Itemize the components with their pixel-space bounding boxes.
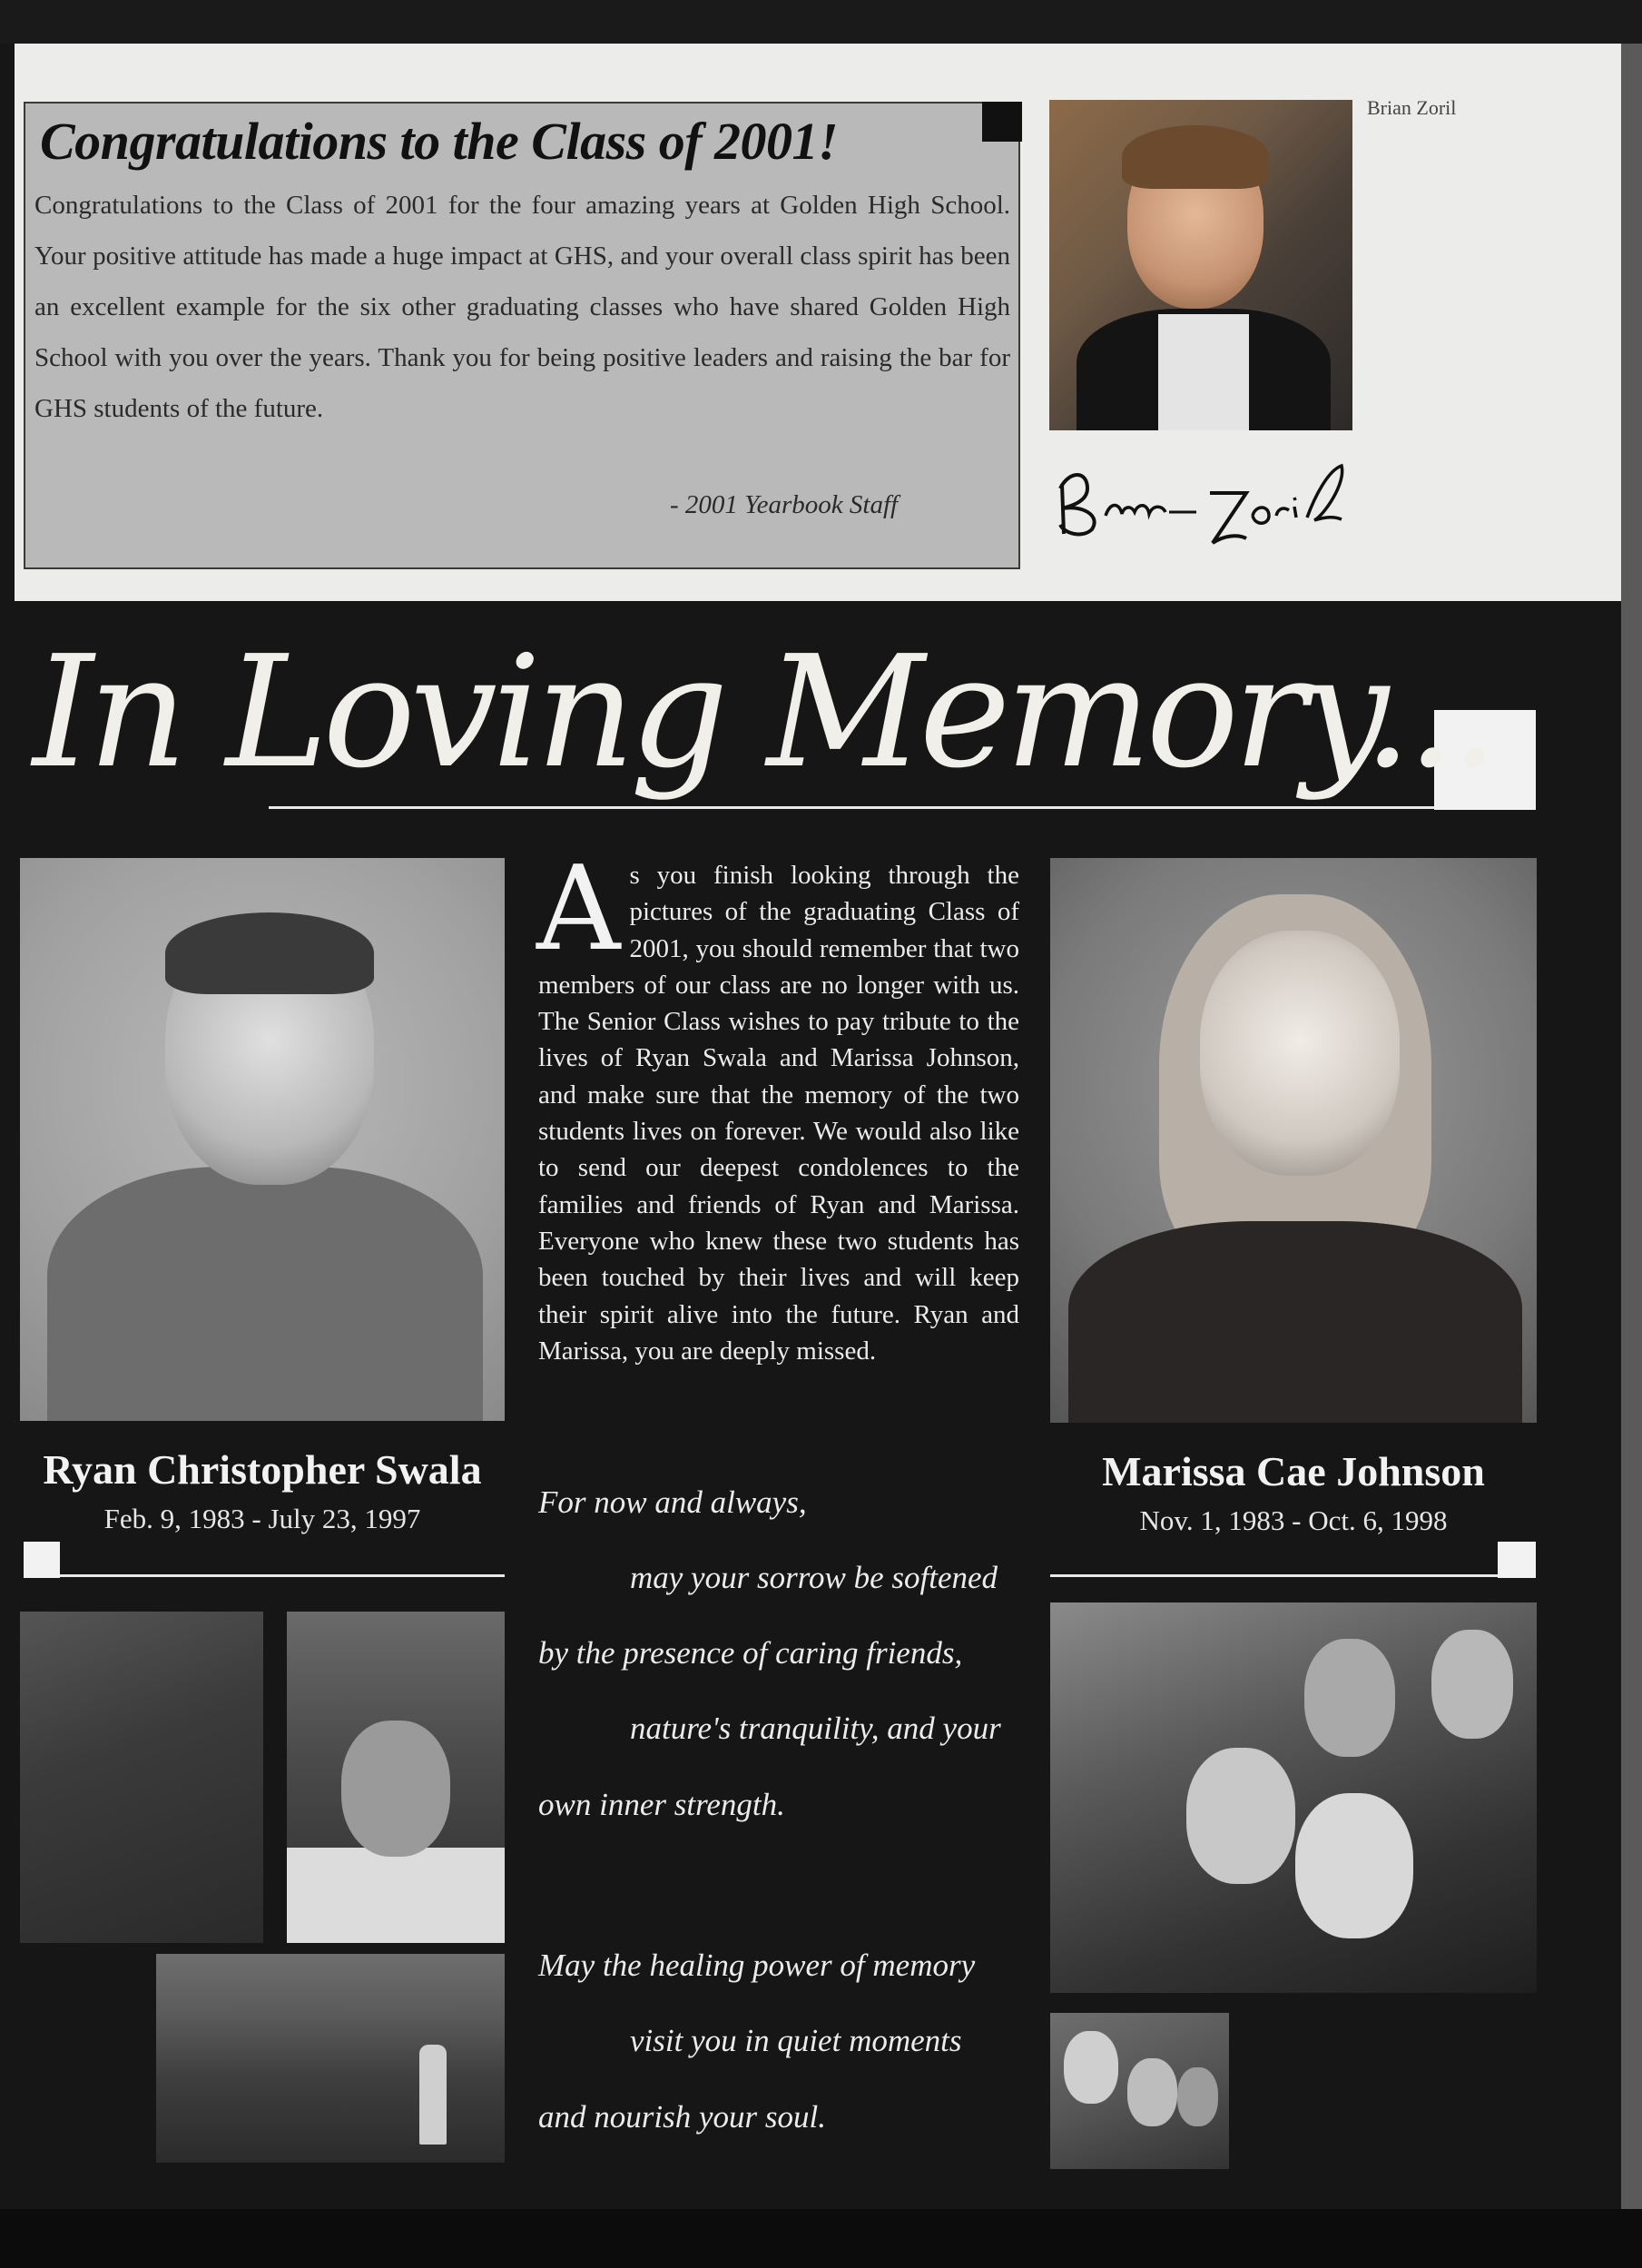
- poem-line: For now and always,: [538, 1484, 807, 1520]
- photo-face: [1295, 1793, 1413, 1938]
- square-decoration: [24, 1542, 60, 1578]
- photo-face: [1186, 1748, 1295, 1884]
- brian-zoril-photo: [1049, 100, 1352, 430]
- marissa-dates: Nov. 1, 1983 - Oct. 6, 1998: [1139, 1504, 1448, 1536]
- marissa-name: Marissa Cae Johnson: [1102, 1448, 1485, 1494]
- cemetery-photo: [156, 1954, 505, 2163]
- photo-face: [1177, 2067, 1218, 2126]
- portrait-hair: [165, 912, 374, 994]
- square-decoration: [1498, 1542, 1536, 1578]
- scan-bottom-margin: [0, 2209, 1642, 2268]
- page-binding-edge: [1621, 44, 1642, 2209]
- brian-zoril-caption: Brian Zoril: [1367, 96, 1457, 119]
- portrait-shirt: [47, 1167, 483, 1421]
- portrait-face: [1200, 931, 1400, 1176]
- photo-face: [1304, 1639, 1395, 1757]
- poem-line: by the presence of caring friends,: [538, 1635, 963, 1671]
- marissa-group-photo: [1050, 1602, 1537, 1993]
- photo-hair: [1122, 125, 1269, 189]
- poem-line: visit you in quiet moments: [630, 2023, 962, 2058]
- divider-rule: [60, 1574, 505, 1577]
- photo-face: [1064, 2031, 1118, 2104]
- title-underline: [526, 806, 1434, 809]
- ryan-dates: Feb. 9, 1983 - July 23, 1997: [103, 1503, 421, 1534]
- portrait-shirt: [1068, 1221, 1522, 1423]
- poem-line: may your sorrow be softened: [630, 1560, 998, 1595]
- poem-line: May the healing power of memory: [538, 1948, 976, 1983]
- ryan-portrait: [20, 858, 505, 1421]
- congratulations-body: Congratulations to the Class of 2001 for the four amazing years at Golden High School. Your positive attitude has made a huge impact at GHS, and your overall class spirit has been an excellent example for the six other graduating classes who have shared Golden High School with you over the years. Thank you for being positive leaders and raising the bar for GHS students of the future.: [34, 191, 1010, 423]
- title-underline-left: [269, 806, 532, 809]
- ryan-snapshot-photo: [287, 1612, 505, 1943]
- poem-line: own inner strength.: [538, 1787, 785, 1822]
- drop-cap: A: [536, 842, 621, 977]
- corner-square-decoration: [982, 102, 1022, 142]
- in-loving-memory-title: In Loving Memory...: [33, 623, 1494, 803]
- photo-face: [341, 1721, 450, 1857]
- divider-rule: [1050, 1574, 1498, 1577]
- memorial-paragraph-text: s you finish looking through the pictures of the graduating Class of 2001, you should remember that two members of our class are no longer with us. The Senior Class wishes to pay tribute to the lives of Ryan Swala and Marissa Johnson, and make sure that the memory of the two students lives on forever. We would also like to send our deepest condolences to the families and friends of Ryan and Marissa. Everyone who knew these two students has been touched by their lives and will keep their spirit alive into the future. Ryan and Marissa, you are deeply missed.: [538, 861, 1019, 1366]
- memorial-paragraph: [536, 842, 1019, 1369]
- photo-shirt: [287, 1848, 505, 1943]
- congratulations-title: Congratulations to the Class of 2001!: [40, 112, 839, 171]
- marissa-small-photo: [1050, 2013, 1229, 2169]
- scan-top-margin: [0, 0, 1642, 44]
- poem-line: and nourish your soul.: [538, 2099, 826, 2135]
- marissa-portrait: [1050, 858, 1537, 1423]
- yearbook-staff-signature: - 2001 Yearbook Staff: [670, 490, 899, 519]
- photo-shirt: [1158, 314, 1249, 430]
- poem-line: nature's tranquility, and your: [630, 1711, 1001, 1746]
- angel-statue: [419, 2045, 447, 2145]
- ryan-name: Ryan Christopher Swala: [43, 1446, 482, 1493]
- photo-face: [1431, 1630, 1513, 1739]
- ryan-helmet-photo: [20, 1612, 263, 1943]
- brian-zoril-handwritten-signature: [1051, 452, 1360, 552]
- photo-face: [1127, 2058, 1177, 2126]
